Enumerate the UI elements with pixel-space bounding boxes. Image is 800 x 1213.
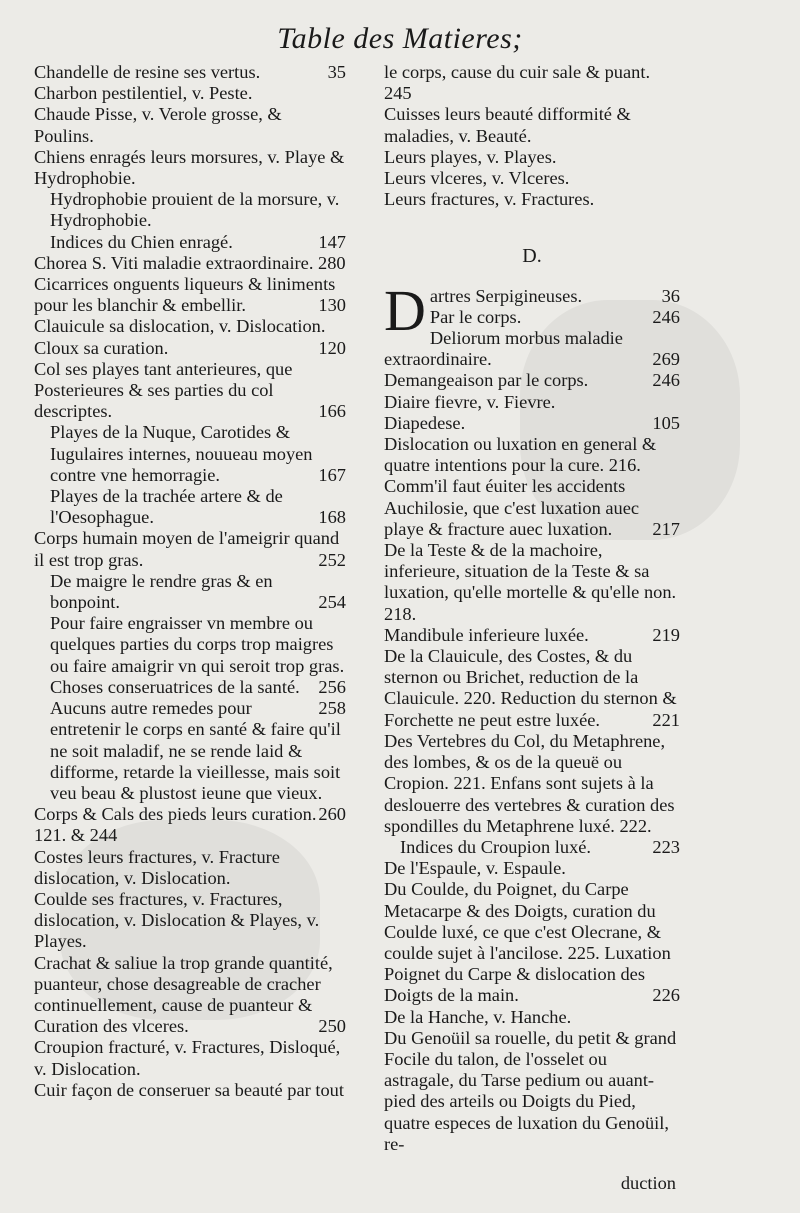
index-entry: Leurs fractures, v. Fractures. [384, 189, 595, 210]
index-entry: Des Vertebres du Col, du Metaphrene, des lombes, & os de la queuë ou Cropion. 221. Enfans sont sujets à la deslouerre des vertebres & curation des spondilles du Metaphrene luxé. 222. [384, 730, 675, 836]
index-entry: Leurs vlceres, v. Vlceres. [384, 168, 570, 189]
index-entry: Crachat & saliue la trop grande quantité, puanteur, chose desagreable de cracher continuellement, cause de puanteur & Curation des vlceres. 250 [34, 952, 346, 1037]
index-entry: Deliorum morbus maladie extraordinaire. 269 [384, 328, 680, 370]
index-entry: Cuir façon de conseruer sa beauté par tout [34, 1079, 344, 1100]
index-entry: Dartres Serpigineuses. 36 [384, 277, 680, 343]
index-entry: Cuisses leurs beauté difformité & maladies, v. Beauté. [384, 104, 631, 146]
index-entry: Diaire fievre, v. Fievre. [384, 391, 556, 412]
index-entry: Clauicule sa dislocation, v. Dislocation. [34, 316, 326, 337]
index-entry: Cicarrices onguents liqueurs & liniments pour les blanchir & embellir. 130 [34, 274, 346, 316]
index-entry: Coulde ses fractures, v. Fractures, dislocation, v. Dislocation & Playes, v. Playes. [34, 888, 320, 952]
right-column [384, 62, 680, 1213]
drop-cap: D [384, 277, 426, 343]
index-entry: Aucuns autre remedes pour entretenir le corps en santé & faire qu'il ne soit maladif, ne se rende laid & difforme, retarde la vieillesse, mais soit veu beau & plustost ieune que vieux. 260 [50, 698, 346, 825]
index-entry: Cloux sa curation. 120 [34, 337, 346, 358]
index-entry: Diapedese. 105 [384, 412, 680, 433]
section-letter: D. [522, 245, 542, 268]
index-entry: Dislocation ou luxation en general & quatre intentions pour la cure. 216. Comm'il faut éuiter les accidents Auchilosie, que c'est luxation auec playe & fracture auec luxation. 217 [384, 434, 680, 539]
index-entry: Chaude Pisse, v. Verole grosse, & Poulins. [34, 104, 282, 146]
left-column [34, 62, 346, 1101]
index-entry: Col ses playes tant anterieures, que Posterieures & ses parties du col descriptes. 166 [34, 358, 346, 422]
index-entry: Chorea S. Viti maladie extraordinaire. 280 [34, 252, 346, 273]
index-entry: Pour faire engraisser vn membre ou quelques parties du corps trop maigres ou faire amaigrir vn qui seroit trop gras. 256 [50, 613, 346, 697]
index-entry: Leurs playes, v. Playes. [384, 146, 557, 167]
index-entry: Chandelle de resine ses vertus. 35 [34, 62, 346, 82]
index-entry: De la Clauicule, des Costes, & du sternon ou Brichet, reduction de la Clauicule. 220. Reduction du sternon & Forchette ne peut estre luxée. 221 [384, 646, 680, 730]
index-entry: Mandibule inferieure luxée. 219 [384, 624, 680, 645]
index-entry: De maigre le rendre gras & en bonpoint. 254 [50, 570, 346, 613]
index-entry: Choses conseruatrices de la santé. 258 [50, 676, 346, 719]
index-entry: De la Teste & de la machoire, inferieure, situation de la Teste & sa luxation, qu'elle mortelle & qu'elle non. 218. [384, 540, 677, 624]
index-entry: Playes de la Nuque, Carotides & Iugulaires internes, nouueau moyen contre vne hemorragie. 167 [50, 422, 346, 485]
index-entry: Du Coulde, du Poignet, du Carpe Metacarpe & des Doigts, curation du Coulde luxé, ce que c'est Olecrane, & coulde sujet à l'ancilose. 225. Luxation Poignet du Carpe & dislocation des Doigts de la main. 226 [384, 879, 680, 1006]
index-entry: Charbon pestilentiel, v. Peste. [34, 83, 253, 104]
catchword: duction [620, 1173, 676, 1194]
index-entry: Corps & Cals des pieds leurs curation. 121. & 244 [34, 804, 317, 846]
index-entry: Chiens enragés leurs morsures, v. Playe & Hydrophobie. [34, 146, 345, 189]
index-entry: Playes de la trachée artere & de l'Oesophague. 168 [50, 486, 346, 528]
index-entry: Hydrophobie prouient de la morsure, v. Hydrophobie. [50, 189, 340, 231]
index-entry: Indices du Croupion luxé. 223 [400, 836, 680, 857]
index-entry: le corps, cause du cuir sale & puant. 245 [384, 62, 651, 104]
index-entry: Demangeaison par le corps. 246 [384, 370, 680, 391]
index-entry: Costes leurs fractures, v. Fracture dislocation, v. Dislocation. [34, 846, 280, 888]
index-entry: Corps humain moyen de l'ameigrir quand il est trop gras. 252 [34, 528, 346, 570]
index-entry: Du Genoüil sa rouelle, du petit & grand Focile du talon, de l'osselet ou astragale, du Tarse pedium ou auant-pied des arteils ou Doigts du Pied, quatre especes de luxation du Genoüil, re- [384, 1027, 677, 1154]
index-entry: De la Hanche, v. Hanche. [384, 1006, 572, 1027]
index-entry: Indices du Chien enragé. 147 [50, 231, 346, 252]
page-title: Table des Matieres; [277, 22, 523, 55]
index-entry: Croupion fracturé, v. Fractures, Disloqué, v. Dislocation. [34, 1037, 341, 1079]
index-entry: De l'Espaule, v. Espaule. [384, 858, 566, 879]
index-entry: Par le corps. 246 [429, 306, 680, 327]
